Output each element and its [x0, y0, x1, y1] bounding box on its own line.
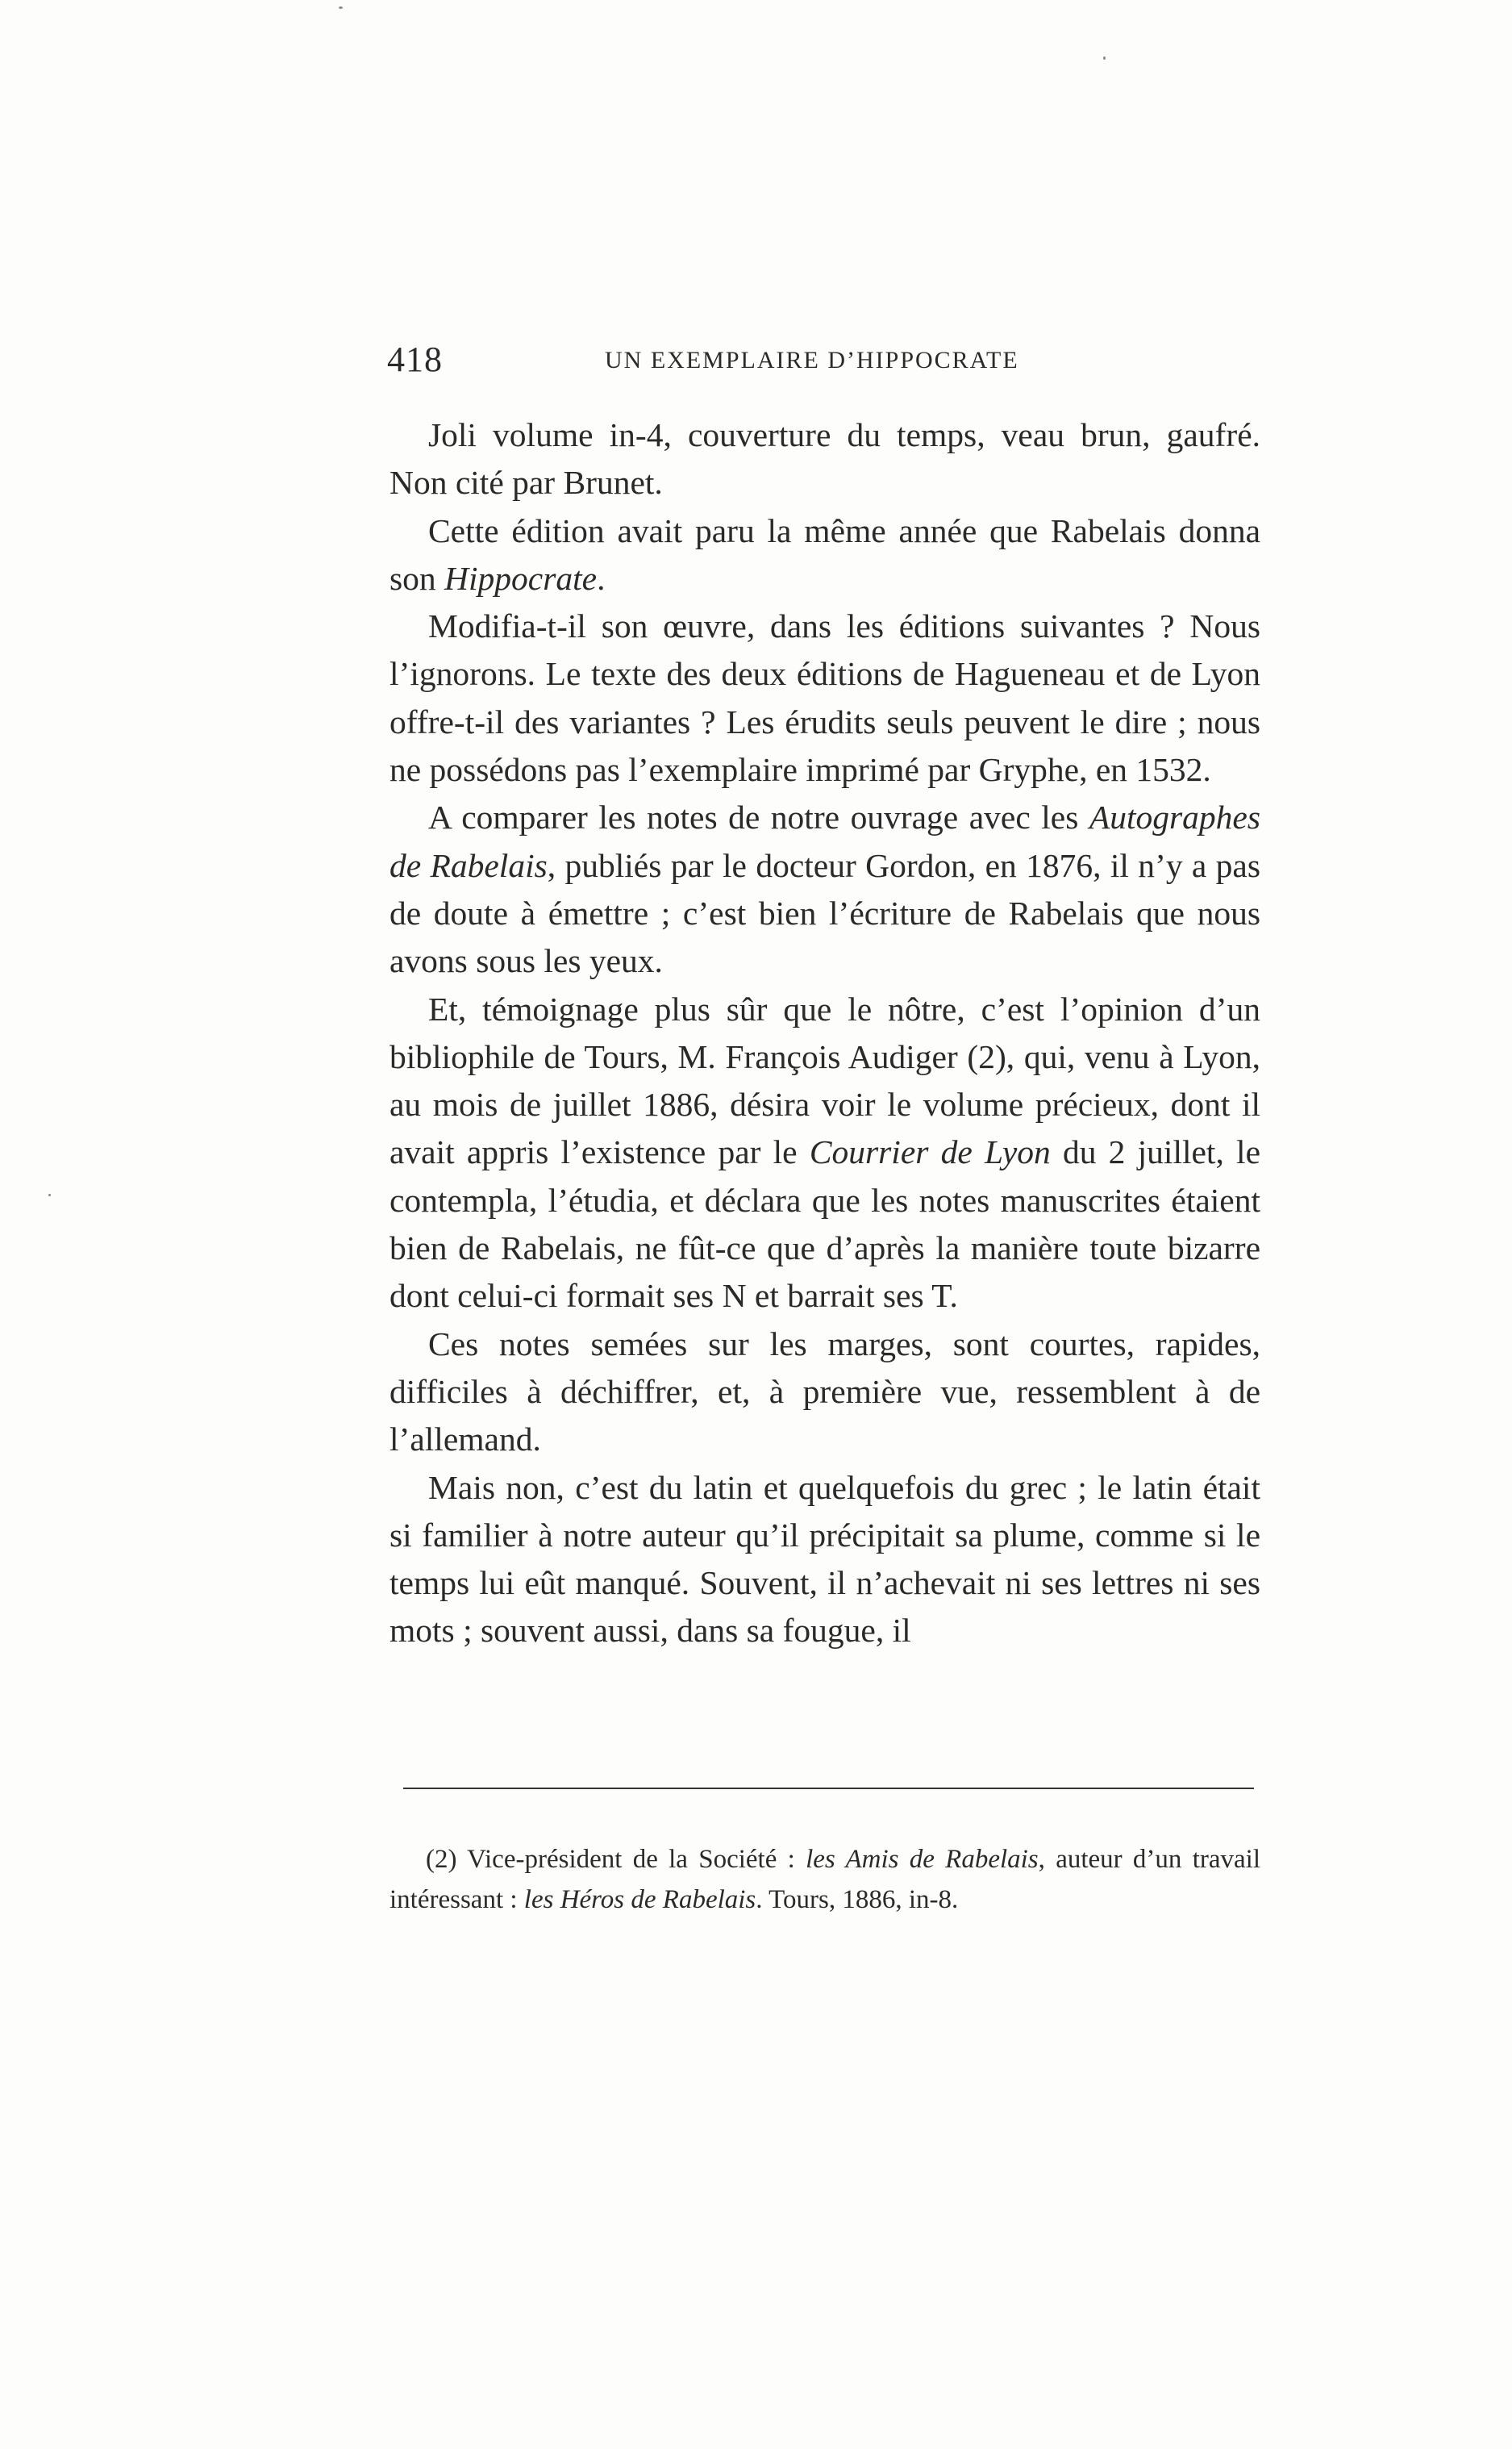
paragraph: Et, témoignage plus sûr que le nôtre, c’est l’opinion d’un bibliophile de Tours, M. François Audiger (2), qui, venu à Lyon, au mois de juillet 1886, désira voir le volume précieux, dont il avait appris l’existence par le Courrier de Lyon du 2 juillet, le contempla, l’étudia, et déclara que les notes manuscrites étaient bien de Rabelais, ne fût-ce que d’après la manière toute bizarre dont celui-ci formait ses N et barrait ses T.	[389, 990, 1260, 1315]
book-title: Hippocrate	[444, 559, 598, 597]
work-title: les Héros de Rabelais	[523, 1885, 756, 1914]
paragraph: Mais non, c’est du latin et quelquefois du grec ; le latin était si familier à notre auteur qu’il précipitait sa plume, comme si le temps lui eût manqué. Souvent, il n’achevait ni ses lettres ni ses mots ; souvent aussi, dans sa fougue, il	[389, 1468, 1260, 1650]
paragraph: Ces notes semées sur les marges, sont courtes, rapides, difficiles à déchiffrer, et, à première vue, ressemblent à de l’allemand.	[389, 1325, 1260, 1458]
paragraph: Modifia-t-il son œuvre, dans les éditions suivantes ? Nous l’ignorons. Le texte des deux éditions de Hagueneau et de Lyon offre-t-il des variantes ? Les érudits seuls peuvent le dire ; nous ne possédons pas l’exemplaire imprimé par Gryphe, en 1532.	[389, 607, 1260, 789]
paper-speck	[48, 1194, 51, 1196]
footnote-divider	[403, 1788, 1254, 1789]
footnotes	[389, 1839, 1260, 1920]
newspaper-title: Courrier de Lyon	[809, 1133, 1051, 1171]
running-header	[387, 339, 1266, 387]
paragraph: Cette édition avait paru la même année que Rabelais donna son Hippocrate.	[389, 511, 1260, 597]
society-name: les Amis de Rabelais	[806, 1845, 1039, 1874]
book-title: Autographes de Rabelais	[389, 799, 1260, 884]
paragraph: A comparer les notes de notre ouvrage avec les Autographes de Rabelais, publiés par le docteur Gordon, en 1876, il n’y a pas de doute à émettre ; c’est bien l’écriture de Rabelais que nous avons sous les yeux.	[389, 799, 1260, 980]
page-number: 418	[387, 340, 443, 379]
paragraph: Joli volume in-4, couverture du temps, veau brun, gaufré. Non cité par Brunet.	[389, 416, 1260, 502]
main-text	[389, 411, 1260, 1655]
paper-speck	[339, 6, 343, 9]
footnote: (2) Vice-président de la Société : les Amis de Rabelais, auteur d’un travail intéressant : les Héros de Rabelais. Tours, 1886, in-8.	[389, 1845, 1260, 1914]
paper-speck	[1103, 56, 1106, 60]
running-title: UN EXEMPLAIRE D’HIPPOCRATE	[605, 347, 1019, 373]
